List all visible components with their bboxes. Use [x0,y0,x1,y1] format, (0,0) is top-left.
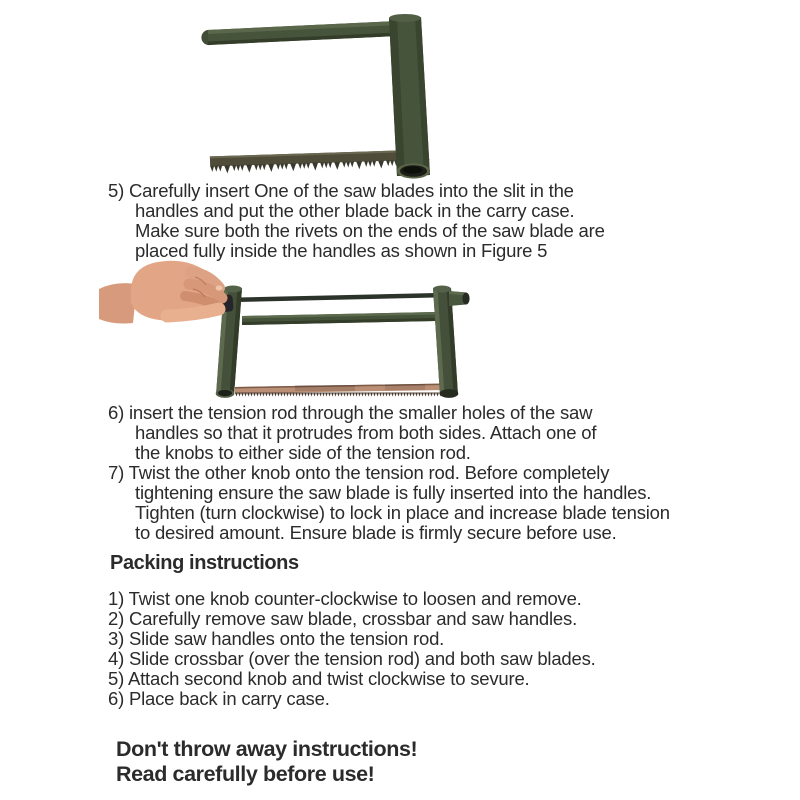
step-6-line: 6) insert the tension rod through the smaller holes of the saw [108,402,593,423]
tension-rod [226,295,447,300]
packing-list [108,589,596,709]
saw-handle-blade-illustration [193,4,443,182]
packing-item: 6) Place back in carry case. [108,688,330,709]
assembly-steps-6-7 [108,403,670,543]
assembly-step-5 [108,181,800,261]
step-7-line: to desired amount. Ensure blade is firmly secure before use. [135,522,617,543]
hand [99,261,222,324]
figure-handle-blade-detail [193,4,443,182]
packing-item: 2) Carefully remove saw blade, crossbar and saw handles. [108,608,578,629]
packing-item: 3) Slide saw handles onto the tension rod. [108,628,445,649]
step-6-line: handles so that it protrudes from both sides. Attach one of [135,422,597,443]
packing-heading: Packing instructions [110,552,299,574]
footer-warning-line: Don't throw away instructions! [116,737,418,761]
figure-assembled-saw [95,257,495,403]
step-5-line: placed fully inside the handles as shown in Figure 5 [135,240,548,261]
packing-item: 4) Slide crossbar (over the tension rod) and both saw blades. [108,648,596,669]
packing-item: 1) Twist one knob counter-clockwise to loosen and remove. [108,588,582,609]
step-7-line: 7) Twist the other knob onto the tension rod. Before completely [108,462,610,483]
assembly-step-7 [108,463,670,543]
step-7-line: Tighten (turn clockwise) to lock in place and increase blade tension [135,502,670,523]
step-7-line: tightening ensure the saw blade is fully inserted into the handles. [135,482,652,503]
footer-warning-line: Read carefully before use! [116,762,375,786]
crossbar-tube-top [201,21,397,45]
assembly-step-6 [108,403,670,463]
step-6-line: the knobs to either side of the tension rod. [135,442,471,463]
tension-knob-right [449,291,470,306]
footer-warning [116,737,417,787]
step-5-line: handles and put the other blade back in the carry case. [135,200,575,221]
crossbar-tube-mid [242,312,436,325]
packing-item: 5) Attach second knob and twist clockwise to sevure. [108,668,530,689]
assembled-saw-illustration [95,257,495,403]
step-5-line: Make sure both the rivets on the ends of the saw blade are [135,220,605,241]
step-5-line: 5) Carefully insert One of the saw blades into the slit in the [108,180,574,201]
saw-blade-mid [235,384,445,397]
